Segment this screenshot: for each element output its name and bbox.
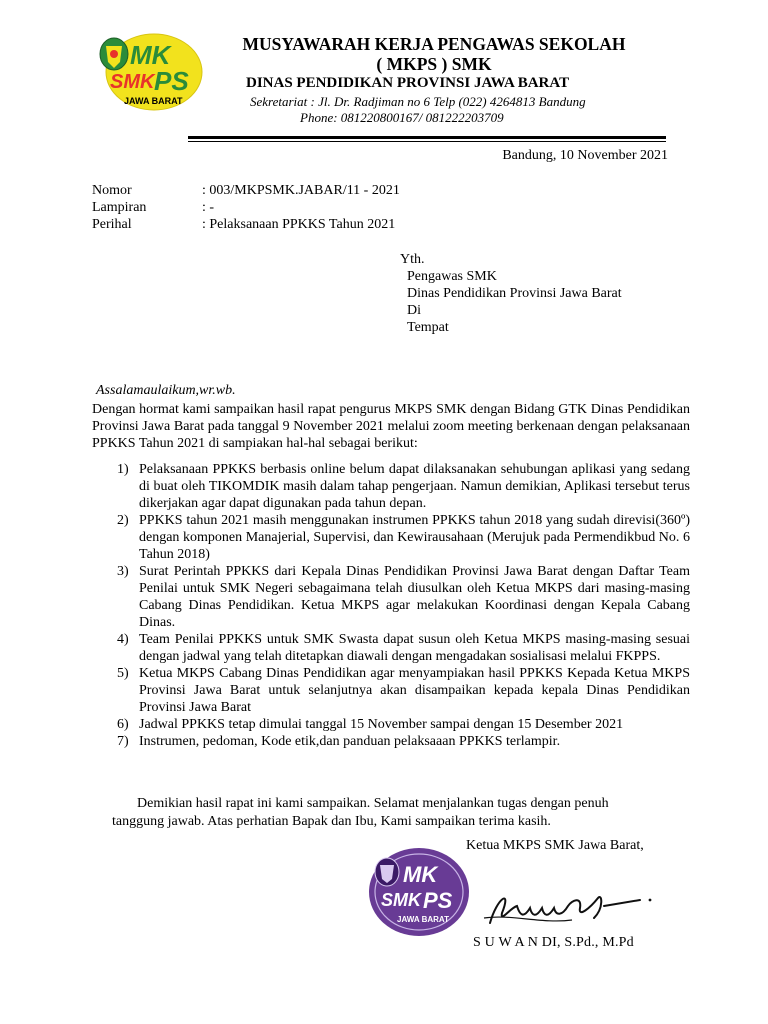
item-text: Team Penilai PPKKS untuk SMK Swasta dapat susun oleh Ketua MKPS masing-masing sesuai dengan jadwal yang telah ditetapkan diawali dengan mengadakan sosialisasi melalui FKPPS.	[139, 632, 690, 664]
item-number: 7)	[117, 734, 129, 749]
org-title: MUSYAWARAH KERJA PENGAWAS SEKOLAH	[242, 34, 626, 54]
letter-meta	[92, 182, 400, 233]
stamp-text-ps: PS	[423, 888, 453, 913]
list-item	[92, 563, 690, 631]
address-line: Dinas Pendidikan Provinsi Jawa Barat	[407, 286, 622, 301]
recipient-address	[400, 251, 622, 336]
item-text: Ketua MKPS Cabang Dinas Pendidikan agar menyampiakan hasil PPKKS Kepada Ketua MKPS Provinsi Jawa Barat untuk selanjutnya akan disampaikan kepada kepala Dinas Pendidikan Provinsi Jawa Barat	[139, 666, 690, 715]
list-item	[92, 631, 690, 665]
address-line: Tempat	[407, 320, 449, 335]
list-item	[92, 733, 690, 750]
org-subtitle: ( MKPS ) SMK	[376, 54, 492, 74]
stamp-text-smk: SMK	[381, 890, 421, 910]
greeting: Assalamaulaikum,wr.wb.	[96, 383, 236, 398]
secretariat-address: Sekretariat : Jl. Dr. Radjiman no 6 Telp (022) 4264813 Bandung	[250, 94, 586, 109]
intro-paragraph: Dengan hormat kami sampaikan hasil rapat pengurus MKPS SMK dengan Bidang GTK Dinas Pendidikan Provinsi Jawa Barat pada tanggal 9 November 2021 melalui zoom meeting berkenaan dengan pelaksanaan PPKKS Tahun 2021 di sampiakan hal-hal sebagai berikut:	[92, 402, 690, 451]
item-text: Instrumen, pedoman, Kode etik,dan panduan pelaksaaan PPKKS terlampir.	[139, 734, 561, 749]
address-line: Yth.	[400, 252, 425, 267]
closing-paragraph	[110, 795, 690, 831]
list-item	[92, 716, 690, 733]
item-text: Pelaksanaan PPKKS berbasis online belum dapat dilaksanakan sehubungan aplikasi yang sedang di buat oleh TIKOMDIK masih dalam tahap pengerjaan. Namun demikian, Aplikasi tersebut terus dikerjakan agar dapat digunakan pada tahun depan.	[139, 462, 690, 511]
list-item	[92, 665, 690, 716]
address-line: Pengawas SMK	[407, 269, 497, 284]
meta-key: Perihal	[92, 217, 132, 232]
signer-title: Ketua MKPS SMK Jawa Barat,	[466, 838, 644, 853]
meta-value: : -	[202, 200, 215, 215]
item-number: 5)	[117, 666, 129, 681]
phone-line: Phone: 081220800167/ 081222203709	[300, 110, 504, 125]
address-line: Di	[407, 303, 421, 318]
stamp-text-jawabarat: JAWA BARAT	[397, 915, 449, 924]
item-text: Surat Perintah PPKKS dari Kepala Dinas Pendidikan Provinsi Jawa Barat dengan Daftar Team Penilai untuk SMK Negeri sebagaimana telah diusulkan oleh Ketua MKPS dari masing-masing Cabang Dinas Pendidikan. Ketua MKPS agar melakukan Koordinasi dengan Kepala Cabang Dinas.	[139, 564, 690, 630]
letter-date: Bandung, 10 November 2021	[502, 148, 668, 163]
closing-line: tanggung jawab. Atas perhatian Bapak dan Ibu, Kami sampaikan terima kasih.	[112, 814, 551, 829]
item-text: PPKKS tahun 2021 masih menggunakan instrumen PPKKS tahun 2018 yang sudah direvisi(360º) dengan komponen Manajerial, Supervisi, dan Kewirausahaan (Merujuk pada Permendikbud No. 6 Tahun 2018)	[139, 513, 690, 562]
logo-text-ps: PS	[154, 66, 189, 96]
handwritten-signature	[472, 878, 662, 938]
logo-text-mk: MK	[130, 40, 171, 70]
list-item	[92, 461, 690, 512]
letterhead-rule-thin	[188, 141, 666, 142]
item-text: Jadwal PPKKS tetap dimulai tanggal 15 November sampai dengan 15 Desember 2021	[139, 717, 624, 732]
logo-text-jawabarat: JAWA BARAT	[124, 96, 183, 106]
item-number: 3)	[117, 564, 129, 579]
signer-name: S U W A N DI, S.Pd., M.Pd	[473, 935, 634, 950]
stamp-text-mk: MK	[403, 862, 438, 887]
meta-value: : Pelaksanaan PPKKS Tahun 2021	[202, 217, 396, 232]
stamp-emblem-icon	[375, 858, 399, 886]
letterhead-rule-thick	[188, 136, 666, 139]
official-stamp	[365, 842, 473, 940]
closing-line: Demikian hasil rapat ini kami sampaikan. Selamat menjalankan tugas dengan penuh	[137, 796, 609, 811]
dept-name: DINAS PENDIDIKAN PROVINSI JAWA BARAT	[246, 75, 570, 91]
list-item	[92, 512, 690, 563]
meta-row-lampiran	[92, 199, 400, 216]
meta-row-perihal	[92, 216, 400, 233]
meta-key: Nomor	[92, 183, 132, 198]
item-number: 2)	[117, 513, 129, 528]
points-list	[92, 461, 690, 750]
meta-key: Lampiran	[92, 200, 147, 215]
item-number: 6)	[117, 717, 129, 732]
item-number: 1)	[117, 462, 129, 477]
meta-value: : 003/MKPSMK.JABAR/11 - 2021	[202, 183, 400, 198]
meta-row-nomor	[92, 182, 400, 199]
item-number: 4)	[117, 632, 129, 647]
logo-text-smk: SMK	[110, 71, 155, 93]
